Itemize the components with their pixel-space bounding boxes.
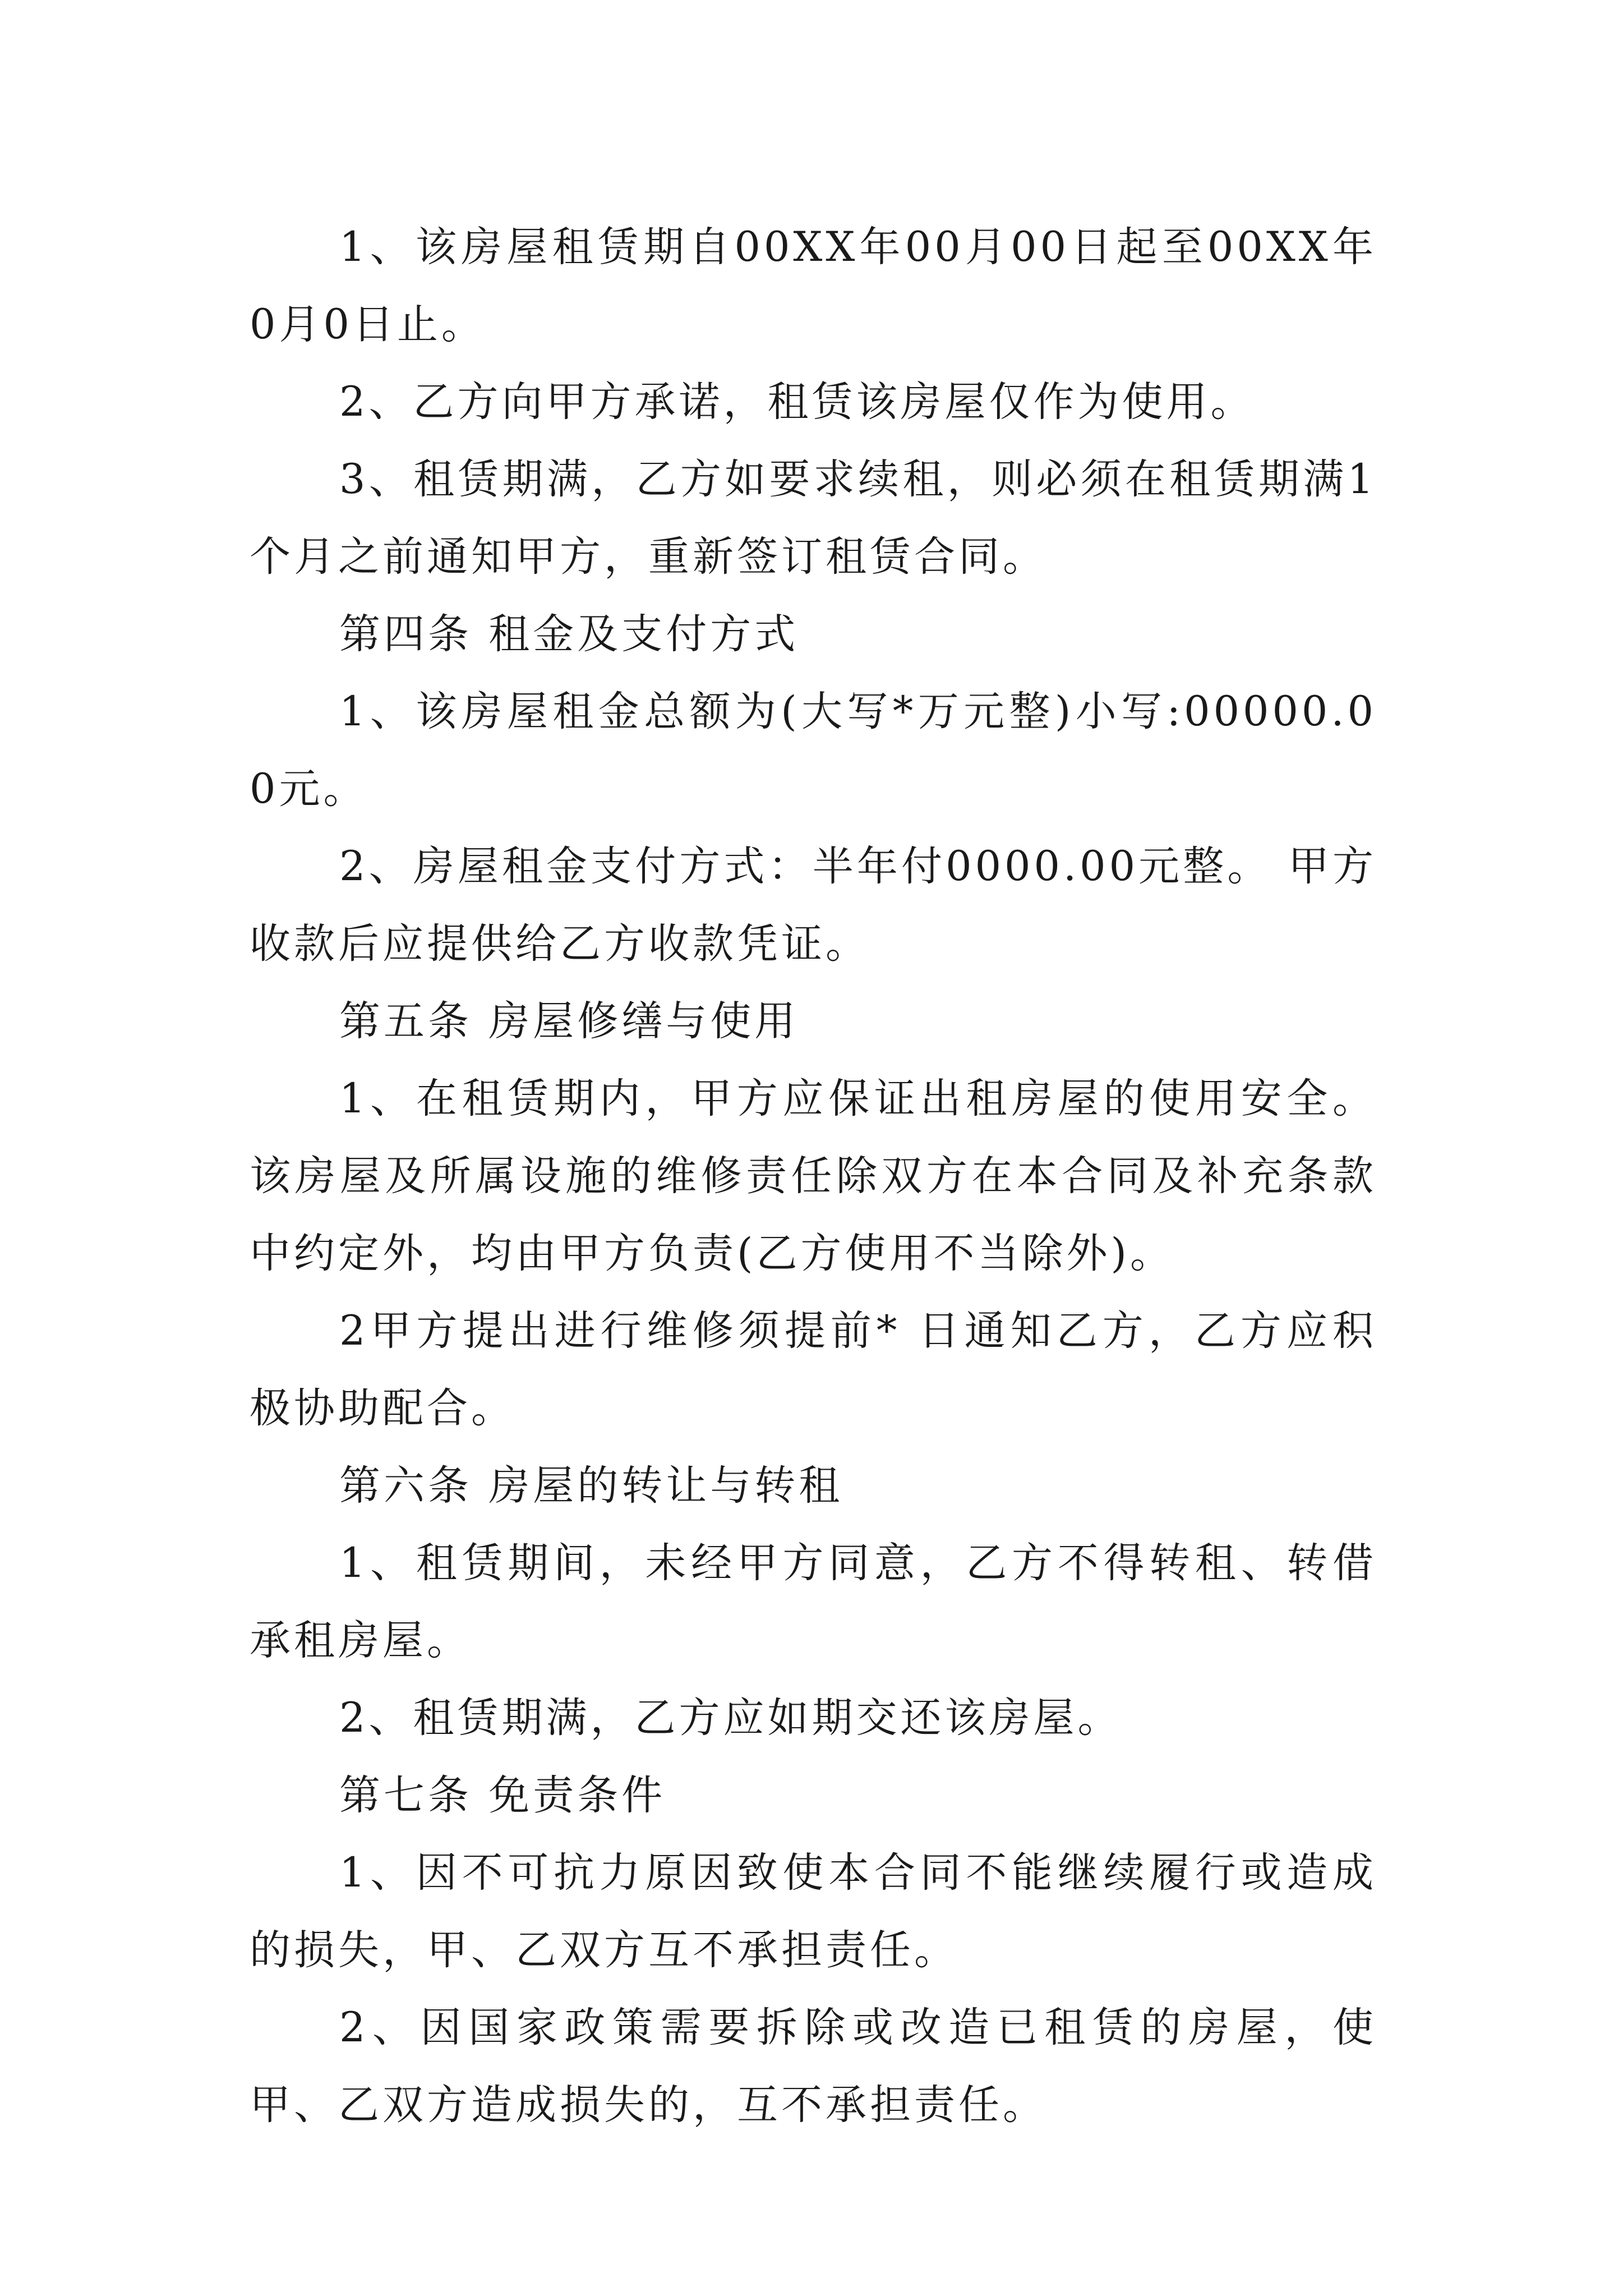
paragraph-repair-responsibility: 1、在租赁期内，甲方应保证出租房屋的使用安全。该房屋及所属设施的维修责任除双方在本合同及补充条款中约定外，均由甲方负责(乙方使用不当除外)。 bbox=[250, 1075, 1377, 1277]
paragraph-usage-promise: 2、乙方向甲方承诺，租赁该房屋仅作为使用。 bbox=[339, 378, 1255, 426]
article-4-heading: 第四条 租金及支付方式 bbox=[339, 610, 799, 658]
article-6-heading: 第六条 房屋的转让与转租 bbox=[339, 1462, 843, 1510]
article-7-heading: 第七条 免责条件 bbox=[339, 1772, 666, 1819]
article-5-heading: 第五条 房屋修缮与使用 bbox=[339, 997, 799, 1045]
paragraph-renewal: 3、租赁期满，乙方如要求续租，则必须在租赁期满1个月之前通知甲方，重新签订租赁合同。 bbox=[250, 455, 1377, 581]
paragraph-lease-term: 1、该房屋租赁期自00XX年00月00日起至00XX年0月0日止。 bbox=[250, 223, 1377, 348]
paragraph-force-majeure: 1、因不可抗力原因致使本合同不能继续履行或造成的损失，甲、乙双方互不承担责任。 bbox=[250, 1849, 1377, 1974]
paragraph-no-sublease: 1、租赁期间，未经甲方同意，乙方不得转租、转借承租房屋。 bbox=[250, 1539, 1377, 1664]
paragraph-repair-notice: 2甲方提出进行维修须提前* 日通知乙方，乙方应积极协助配合。 bbox=[250, 1307, 1377, 1432]
paragraph-rent-total: 1、该房屋租金总额为(大写*万元整)小写:00000.00元。 bbox=[250, 688, 1377, 813]
paragraph-policy-demolition: 2、因国家政策需要拆除或改造已租赁的房屋，使甲、乙双方造成损失的，互不承担责任。 bbox=[250, 2004, 1377, 2129]
paragraph-return-house: 2、租赁期满，乙方应如期交还该房屋。 bbox=[339, 1694, 1122, 1742]
document-body bbox=[250, 209, 1377, 2144]
paragraph-rent-payment: 2、房屋租金支付方式：半年付0000.00元整。 甲方收款后应提供给乙方收款凭证。 bbox=[250, 843, 1377, 968]
